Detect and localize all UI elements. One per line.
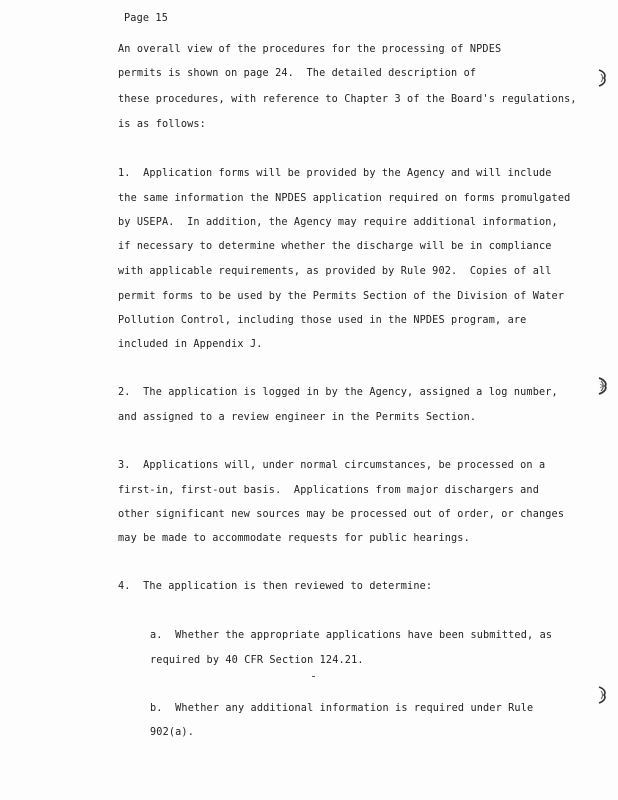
paragraph-line: An overall view of the procedures for the processing of NPDES — [118, 44, 502, 55]
paragraph-line: a. Whether the appropriate applications have been submitted, as — [150, 630, 553, 641]
binding-hole-icon — [596, 69, 608, 87]
paragraph-line: the same information the NPDES application required on forms promulgated — [118, 193, 571, 204]
paragraph-line: b. Whether any additional information is required under Rule — [150, 703, 534, 714]
paragraph-line: 2. The application is logged in by the Agency, assigned a log number, — [118, 387, 558, 398]
paragraph-line: with applicable requirements, as provided by Rule 902. Copies of all — [118, 266, 552, 277]
paragraph-line: permits is shown on page 24. The detailed description of — [118, 68, 477, 79]
page-number: Page 15 — [124, 13, 168, 24]
paragraph-line: 1. Application forms will be provided by the Agency and will include — [118, 168, 552, 179]
scan-speck — [312, 676, 315, 677]
paragraph-line: is as follows: — [118, 119, 206, 130]
paragraph-line: permit forms to be used by the Permits Section of the Division of Water — [118, 291, 565, 302]
paragraph-line: required by 40 CFR Section 124.21. — [150, 655, 364, 666]
paragraph-line: other significant new sources may be processed out of order, or changes — [118, 509, 565, 520]
paragraph-line: may be made to accommodate requests for public hearings. — [118, 533, 470, 544]
paragraph-line: first-in, first-out basis. Applications from major dischargers and — [118, 485, 539, 496]
paragraph-line: included in Appendix J. — [118, 339, 263, 350]
paragraph-line: 3. Applications will, under normal circumstances, be processed on a — [118, 460, 546, 471]
paragraph-line: these procedures, with reference to Chapter 3 of the Board's regulations, — [118, 94, 577, 105]
paragraph-line: and assigned to a review engineer in the Permits Section. — [118, 412, 477, 423]
binding-hole-icon — [596, 686, 608, 704]
paragraph-line: 902(a). — [150, 727, 194, 738]
paragraph-line: if necessary to determine whether the discharge will be in compliance — [118, 241, 552, 252]
binding-hole-icon — [596, 377, 608, 395]
paragraph-line: by USEPA. In addition, the Agency may require additional information, — [118, 217, 558, 228]
paragraph-line: 4. The application is then reviewed to determine: — [118, 581, 433, 592]
paragraph-line: Pollution Control, including those used in the NPDES program, are — [118, 315, 527, 326]
